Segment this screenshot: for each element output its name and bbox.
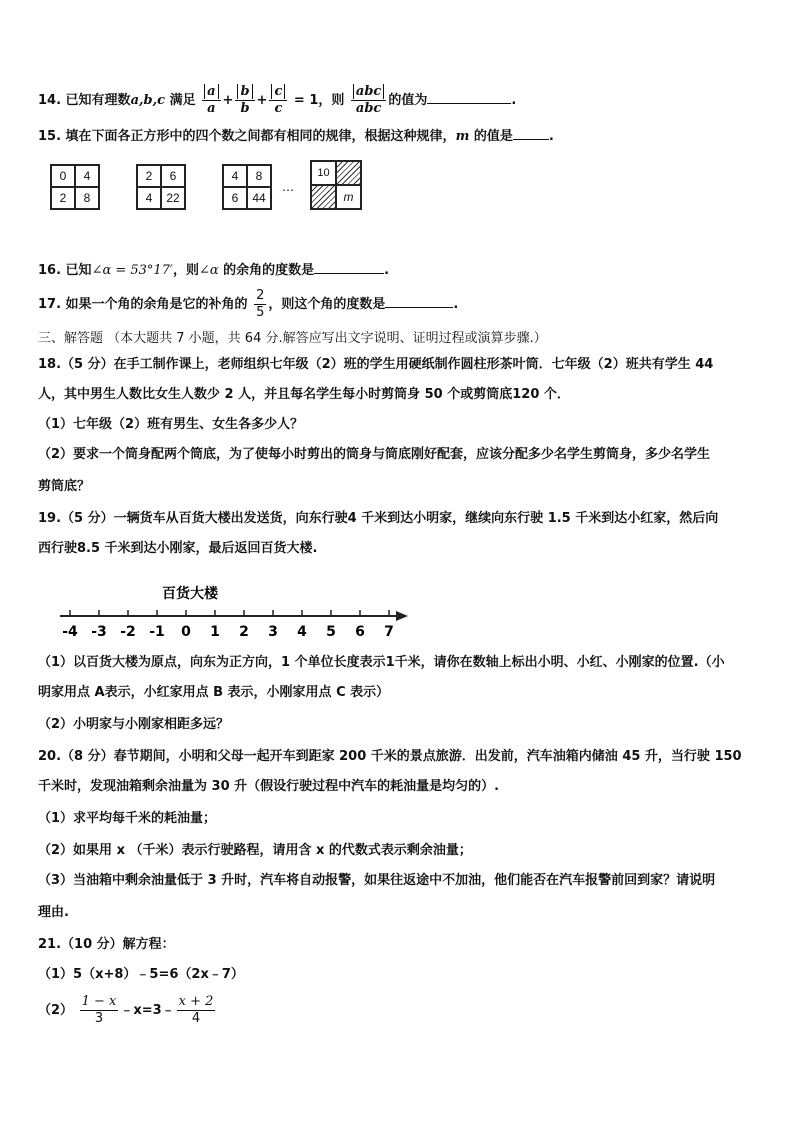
question-15 — [38, 126, 554, 146]
q15-var: m — [455, 129, 470, 144]
q21-equation-2 — [38, 994, 217, 1027]
q15-s3-tr: 8 — [247, 165, 271, 187]
q16-tail: 的余角的度数是 — [218, 263, 315, 278]
number-line-tick-label: 1 — [210, 624, 220, 640]
q16-answer-blank[interactable] — [314, 260, 384, 274]
q15-text: 15. 填在下面各正方形中的四个数之间都有相同的规律，根据这种规律， — [38, 129, 456, 144]
q16-end: . — [384, 263, 390, 278]
number-line-tick-label: 3 — [268, 624, 278, 640]
q17-end: . — [453, 297, 459, 312]
q15-s4-bl-hatched — [311, 185, 336, 209]
q15-s2-br: 22 — [161, 187, 185, 209]
q17-tail: ，则这个角的度数是 — [268, 297, 386, 312]
number-line-tick-label: 0 — [181, 624, 191, 640]
question-14: 14. 已知有理数a,b,c 满足 $\frac{a}{a}$ + $\frac{b}{b}$ + $\frac{c}{c}$ = 1，则 $\frac{\text{abc}}{\text{abc}}$ 的值为 . — [38, 84, 517, 116]
q21-eq2-mid: ﹣x=3﹣ — [120, 1003, 175, 1018]
number-line-tick-label: -2 — [120, 624, 136, 640]
number-line-arrow-icon — [396, 611, 408, 621]
q14-end: . — [511, 93, 517, 108]
q19-line-1: 19.（5 分）一辆货车从百货大楼出发送货，向东行驶4 千米到达小明家，继续向东行驶 1.5 千米到达小红家，然后向 — [38, 511, 719, 526]
q16-mid: ，则 — [172, 263, 199, 278]
q21-eq2-frac-2: $\frac{x + 2}{4}$ — [178, 994, 214, 1026]
q21-heading: 21.（10 分）解方程： — [38, 937, 175, 952]
q14-frac-b: $\frac{b}{b}$ — [235, 84, 254, 117]
q14-tail: 的值为 — [388, 93, 428, 108]
number-line-tick-label: 5 — [326, 624, 336, 640]
q19-sub-1-line-2: 明家用点 A表示，小红家用点 B 表示，小刚家用点 C 表示） — [38, 685, 390, 700]
q14-vars: a,b,c — [130, 93, 166, 108]
q15-s2-bl: 4 — [137, 187, 161, 209]
section-3-heading: 三、解答题 （本大题共 7 小题，共 64 分.解答应写出文字说明、证明过程或演算步骤.） — [38, 331, 547, 346]
q20-line-2: 千米时，发现油箱剩余油量为 30 升（假设行驶过程中汽车的耗油量是均匀的）. — [38, 779, 500, 794]
q21-eq2-prefix: （2） — [38, 1003, 74, 1018]
q15-square-2 — [136, 164, 186, 210]
q21-equation-1: （1）5（x+8）﹣5=6（2x﹣7） — [38, 967, 244, 982]
q14-frac-c: $\frac{c}{c}$ — [269, 84, 287, 117]
number-line-ticks — [62, 610, 394, 640]
q18-sub-2-line-1: （2）要求一个筒身配两个筒底，为了使每小时剪出的筒身与筒底刚好配套，应该分配多少名学生剪筒身，多少名学生 — [38, 447, 711, 462]
q19-sub-2: （2）小明家与小刚家相距多远？ — [38, 717, 230, 732]
number-line-tick-label: 2 — [239, 624, 249, 640]
number-line-tick-label: -1 — [149, 624, 165, 640]
q19-line-2: 西行驶8.5 千米到达小刚家，最后返回百货大楼. — [38, 541, 318, 556]
q20-line-1: 20.（8 分）春节期间，小明和父母一起开车到距家 200 千米的景点旅游．出发前，汽车油箱内储油 45 升，当行驶 150 — [38, 749, 742, 764]
q14-answer-blank[interactable] — [427, 90, 511, 104]
q19-number-line — [56, 578, 416, 644]
q17-fraction: $\frac{2}{5}$ — [256, 288, 265, 320]
q15-answer-blank[interactable] — [513, 126, 549, 140]
q15-s1-bl: 2 — [51, 187, 75, 209]
number-line-tick-label: 7 — [384, 624, 394, 640]
number-line-title: 百货大楼 — [162, 586, 218, 602]
number-line-tick-label: -3 — [91, 624, 107, 640]
q15-tail: 的值是 — [469, 129, 513, 144]
q19-sub-1-line-1: （1）以百货大楼为原点，向东为正方向，1 个单位长度表示1千米，请你在数轴上标出小明、小红、小刚家的位置.（小 — [38, 655, 725, 670]
q15-ellipsis: … — [282, 180, 294, 194]
q15-s2-tr: 6 — [161, 165, 185, 187]
q20-sub-3-line-2: 理由. — [38, 905, 69, 920]
q16-angle2: ∠α — [198, 263, 219, 278]
q15-s1-br: 8 — [75, 187, 99, 209]
q21-eq2-frac-1: $\frac{1 - x}{3}$ — [81, 994, 117, 1026]
q14-mid: 满足 — [165, 93, 196, 108]
q14-eq: = 1 — [289, 93, 319, 108]
q18-line-1: 18.（5 分）在手工制作课上，老师组织七年级（2）班的学生用硬纸制作圆柱形茶叶筒．七年级（2）班共有学生 44 — [38, 357, 714, 372]
q15-s3-br: 44 — [247, 187, 271, 209]
q15-square-4 — [310, 160, 362, 210]
q14-frac-a: $\frac{a}{a}$ — [202, 84, 220, 117]
q18-line-2: 人，其中男生人数比女生人数少 2 人，并且每名学生每小时剪筒身 50 个或剪筒底120 个． — [38, 387, 570, 402]
q18-sub-1: （1）七年级（2）班有男生、女生各多少人？ — [38, 417, 304, 432]
q17-answer-blank[interactable] — [385, 294, 453, 308]
q15-s3-bl: 6 — [223, 187, 247, 209]
q15-s1-tr: 4 — [75, 165, 99, 187]
q14-text: 14. 已知有理数 — [38, 93, 131, 108]
q15-end: . — [548, 129, 554, 144]
q15-s3-tl: 4 — [223, 165, 247, 187]
number-line-tick-label: 4 — [297, 624, 307, 640]
q20-sub-3-line-1: （3）当油箱中剩余油量低于 3 升时，汽车将自动报警，如果往返途中不加油，他们能否在汽车报警前回到家？请说明 — [38, 873, 716, 888]
q14-frac-abc: $\frac{\text{abc}}{\text{abc}}$ — [351, 84, 386, 117]
q16-prefix: 16. 已知 — [38, 263, 92, 278]
q14-then: ，则 — [318, 93, 345, 108]
q15-s1-tl: 0 — [51, 165, 75, 187]
q20-sub-2: （2）如果用 x （千米）表示行驶路程，请用含 x 的代数式表示剩余油量； — [38, 843, 472, 858]
q20-sub-1: （1）求平均每千米的耗油量； — [38, 811, 217, 826]
q15-s4-tr-hatched — [336, 161, 361, 185]
q15-s4-br: m — [336, 185, 361, 209]
q16-angle: ∠α = 53°17′ — [91, 263, 173, 278]
q15-s4-tl: 10 — [311, 161, 336, 185]
question-16 — [38, 260, 389, 280]
number-line-tick-label: 6 — [355, 624, 365, 640]
q18-sub-2-line-2: 剪筒底？ — [38, 479, 91, 494]
number-line-tick-label: -4 — [62, 624, 78, 640]
q15-s2-tl: 2 — [137, 165, 161, 187]
q15-square-3 — [222, 164, 272, 210]
q15-square-1 — [50, 164, 100, 210]
q17-prefix: 17. 如果一个角的余角是它的补角的 — [38, 297, 248, 312]
question-17 — [38, 288, 458, 321]
